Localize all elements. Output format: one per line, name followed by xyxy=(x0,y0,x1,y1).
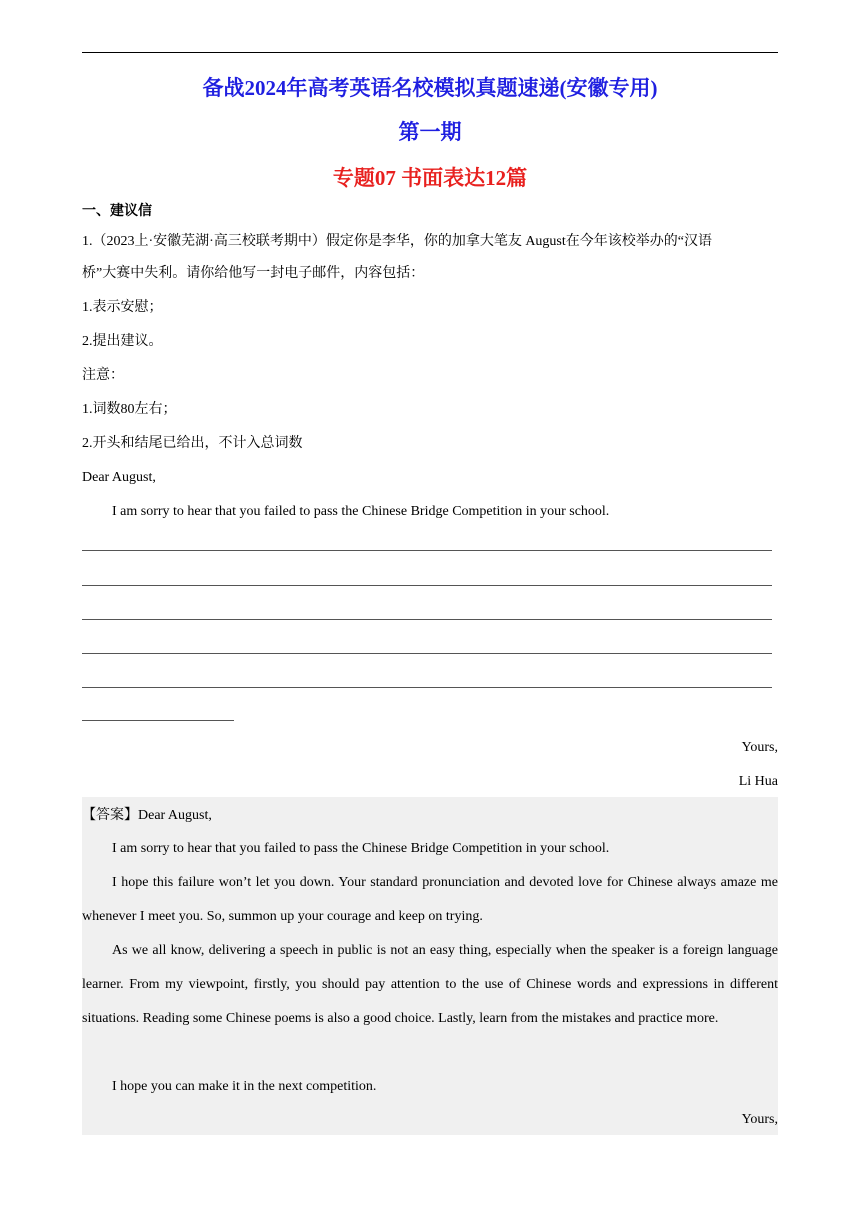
letter-closing: Yours, xyxy=(741,740,778,755)
note-2: 2.开头和结尾已给出，不计入总词数 xyxy=(82,436,303,451)
section-heading: 一、建议信 xyxy=(82,204,152,219)
answer-label: 【答案】 xyxy=(82,808,138,823)
issue-label: 第一期 xyxy=(398,120,462,144)
answer-paragraph: I hope this failure won’t let you down. Your standard pronunciation and devoted love for Chinese always amaze me whenever I meet you. So, summon up your courage and keep on trying. xyxy=(82,875,778,924)
question-prompt-line2: 桥”大赛中失利。请你给他写一封电子邮件，内容包括： xyxy=(82,266,425,281)
requirement-1: 1.表示安慰； xyxy=(82,300,163,315)
top-rule xyxy=(82,52,778,53)
letter-signature: Li Hua xyxy=(738,774,778,789)
answer-header xyxy=(82,806,212,826)
answer-paragraph: As we all know, delivering a speech in public is not an easy thing, especially when the speaker is a foreign language learner. From my viewpoint, firstly, you should pay attention to the use of Chinese words and expressions in different situations. Reading some Chinese poems is also a good choice. Lastly, learn from the mistakes and practice more. xyxy=(82,943,778,1026)
letter-salutation: Dear August, xyxy=(82,470,156,485)
writing-blank-line xyxy=(82,585,772,586)
letter-opening: I am sorry to hear that you failed to pass the Chinese Bridge Competition in your school. xyxy=(112,504,610,519)
writing-blank-line xyxy=(82,550,772,551)
writing-blank-line xyxy=(82,619,772,620)
answer-closing: Yours, xyxy=(741,1112,778,1127)
question-prompt-line1: 1.（2023上·安徽芜湖·高三校联考期中）假定你是李华，你的加拿大笔友 August在今年该校举办的“汉语 xyxy=(82,234,712,249)
writing-blank-line xyxy=(82,720,234,721)
document-title: 备战2024年高考英语名校模拟真题速递(安徽专用) xyxy=(202,76,658,100)
answer-paragraph: I hope you can make it in the next competition. xyxy=(112,1079,377,1094)
requirement-2: 2.提出建议。 xyxy=(82,334,163,349)
answer-salutation: Dear August, xyxy=(138,808,212,823)
writing-blank-line xyxy=(82,687,772,688)
note-label: 注意： xyxy=(82,368,124,383)
topic-title: 专题07 书面表达12篇 xyxy=(332,166,528,190)
answer-paragraph: I am sorry to hear that you failed to pass the Chinese Bridge Competition in your school. xyxy=(112,841,610,856)
note-1: 1.词数80左右； xyxy=(82,402,177,417)
writing-blank-line xyxy=(82,653,772,654)
